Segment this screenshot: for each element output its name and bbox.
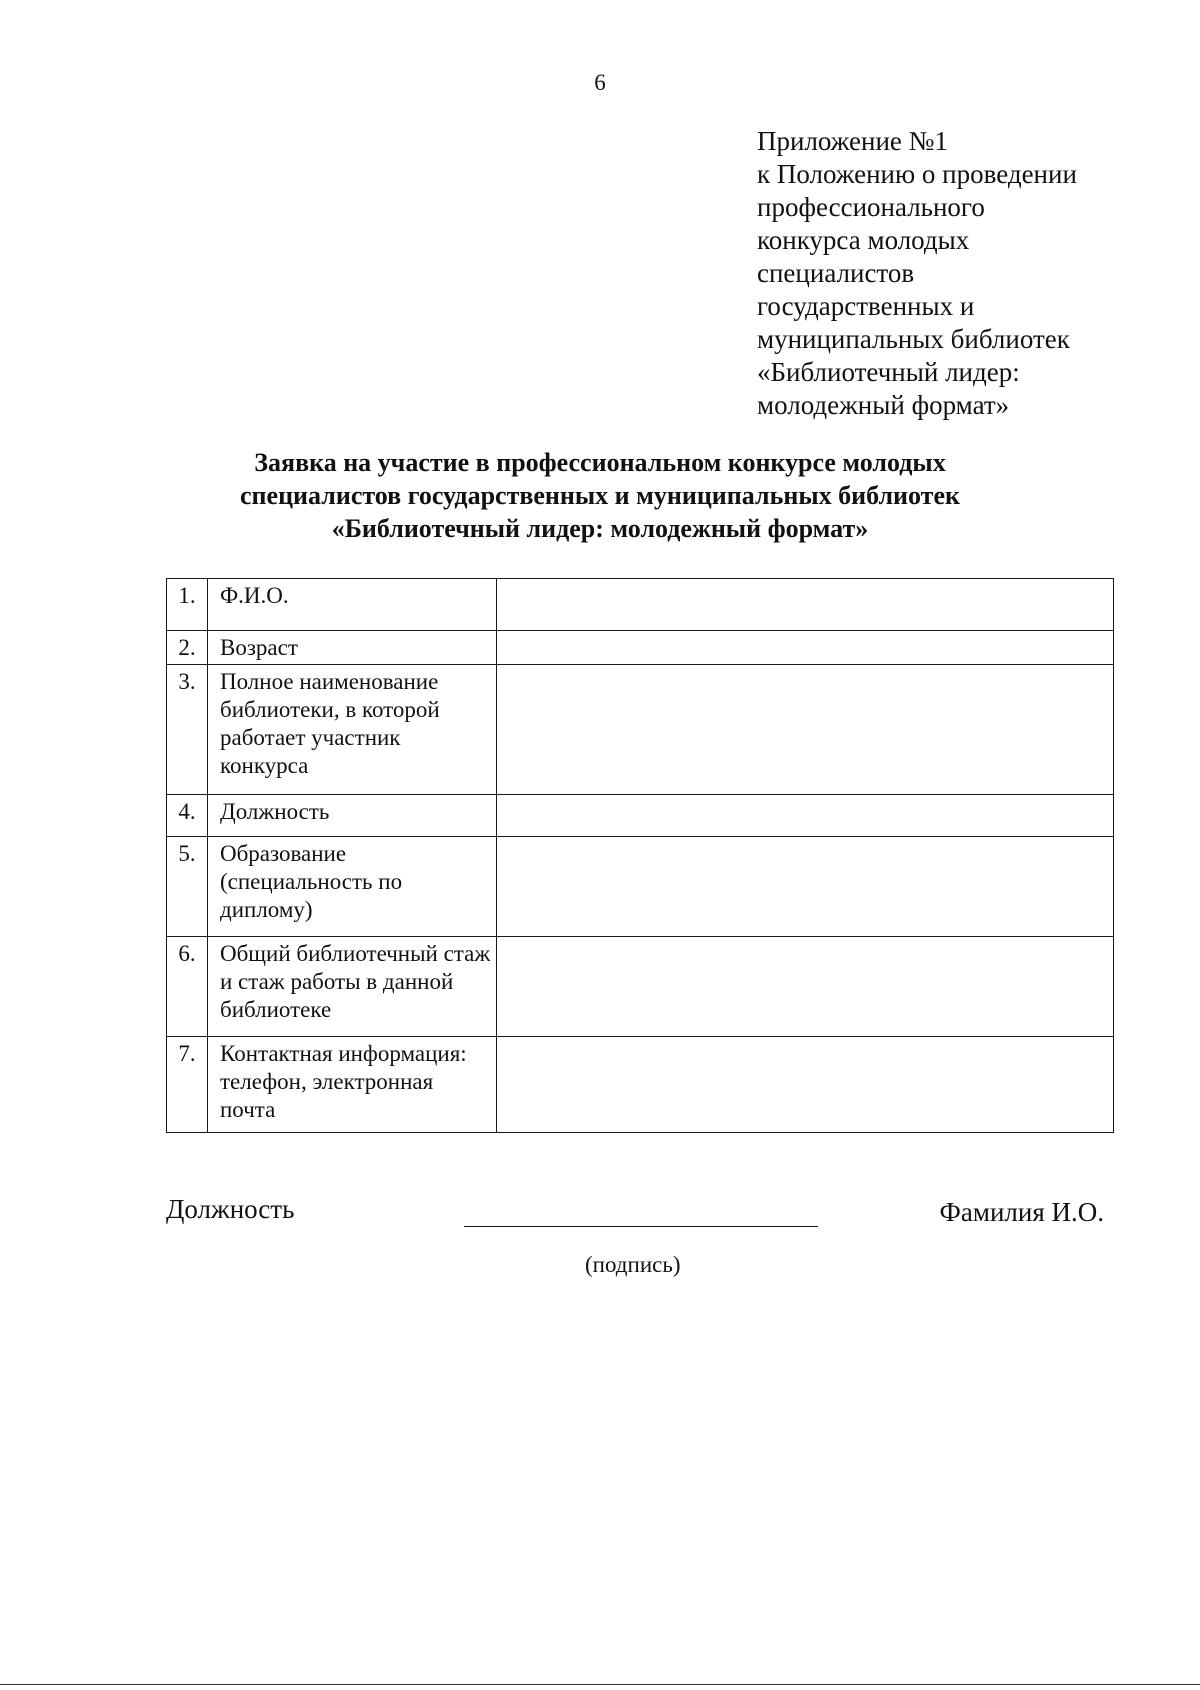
title-line: специалистов государственных и муниципальных библиотек bbox=[240, 481, 960, 510]
footer-name-label: Фамилия И.О. bbox=[939, 1197, 1104, 1227]
signature-caption: (подпись) bbox=[585, 1252, 681, 1277]
table-row bbox=[167, 937, 1114, 1037]
page-bottom-divider bbox=[0, 1684, 1200, 1685]
table-row bbox=[167, 795, 1114, 837]
application-form-table bbox=[166, 578, 1114, 1133]
appendix-line: молодежный формат» bbox=[757, 390, 1010, 420]
row-number: 7. bbox=[167, 1037, 208, 1133]
table-row bbox=[167, 579, 1114, 631]
title-line: «Библиотечный лидер: молодежный формат» bbox=[331, 514, 869, 543]
title-line: Заявка на участие в профессиональном конкурсе молодых bbox=[254, 448, 946, 477]
row-label: Полное наименование библиотеки, в которой работает участник конкурса bbox=[208, 665, 497, 795]
row-value-cell[interactable] bbox=[497, 937, 1114, 1037]
row-value-cell[interactable] bbox=[497, 1037, 1114, 1133]
document-title bbox=[0, 446, 1200, 545]
row-number: 6. bbox=[167, 937, 208, 1037]
page-number: 6 bbox=[594, 70, 606, 95]
table-row bbox=[167, 1037, 1114, 1133]
row-value-cell[interactable] bbox=[497, 837, 1114, 937]
appendix-line: государственных и bbox=[757, 291, 975, 321]
row-value-cell[interactable] bbox=[497, 795, 1114, 837]
row-value-cell[interactable] bbox=[497, 665, 1114, 795]
row-number: 2. bbox=[167, 631, 208, 665]
signature-line[interactable] bbox=[464, 1226, 818, 1227]
row-value-cell[interactable] bbox=[497, 631, 1114, 665]
appendix-line: «Библиотечный лидер: bbox=[757, 357, 1020, 387]
appendix-line: специалистов bbox=[757, 258, 915, 288]
row-label: Должность bbox=[208, 795, 497, 837]
row-number: 5. bbox=[167, 837, 208, 937]
row-value-cell[interactable] bbox=[497, 579, 1114, 631]
appendix-line: к Положению о проведении bbox=[757, 159, 1077, 189]
row-label: Возраст bbox=[208, 631, 497, 665]
appendix-line: конкурса молодых bbox=[757, 225, 970, 255]
row-label: Общий библиотечный стаж и стаж работы в данной библиотеке bbox=[208, 937, 497, 1037]
row-label: Контактная информация: телефон, электронная почта bbox=[208, 1037, 497, 1133]
table-row bbox=[167, 631, 1114, 665]
row-number: 4. bbox=[167, 795, 208, 837]
appendix-line: муниципальных библиотек bbox=[757, 324, 1070, 354]
appendix-line: Приложение №1 bbox=[757, 126, 948, 156]
table-row bbox=[167, 837, 1114, 937]
row-number: 3. bbox=[167, 665, 208, 795]
appendix-line: профессионального bbox=[757, 192, 985, 222]
footer-position-label: Должность bbox=[166, 1194, 295, 1224]
row-label: Образование (специальность по диплому) bbox=[208, 837, 497, 937]
table-row bbox=[167, 665, 1114, 795]
row-label: Ф.И.О. bbox=[208, 579, 497, 631]
appendix-header bbox=[757, 125, 1177, 422]
row-number: 1. bbox=[167, 579, 208, 631]
